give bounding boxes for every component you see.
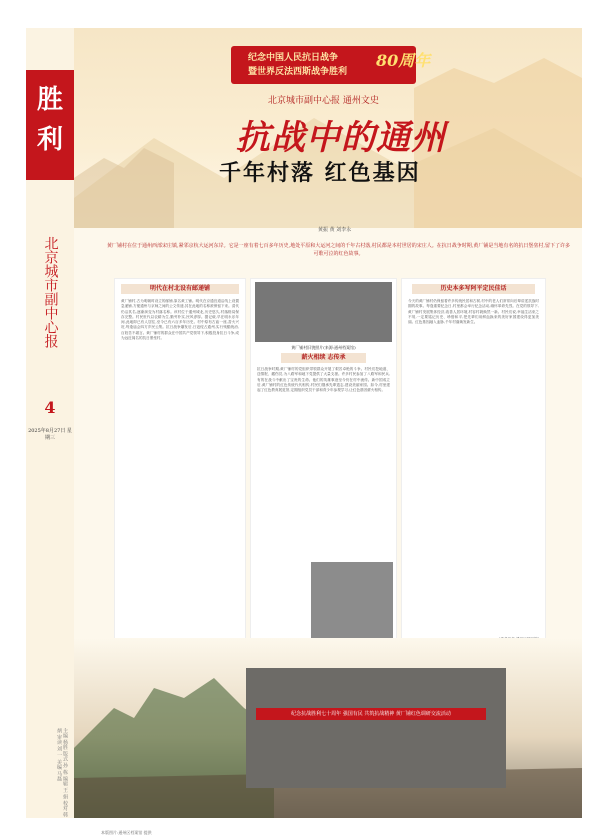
banner-line1: 纪念中国人民抗日战争 <box>248 53 339 63</box>
left-column-heading: 明代在村北设有邮递铺 <box>121 284 239 294</box>
right-column-body: 今天的黄厂铺村仍保留着许多传统民居和古树,村中的老人们常常向后辈讲述抗战时期的故事。每逢重要纪念日,村里都会举行纪念活动,缅怀革命先烈。在党的领导下,黄厂铺村发展集体经济,改善人居环境,村容村貌焕然一新。村民们说,幸福生活来之不易,一定要铭记历史、珍惜和平,把先辈们用鲜血换来的美好家园建设得更加美丽。红色基因融入血脉,千年村落焕发新生。 <box>408 299 539 325</box>
subtitle: 千年村落 红色基因 <box>219 160 421 186</box>
vertical-masthead: 北京城市副中心报 <box>42 236 59 348</box>
headline: 抗战中的通州 <box>236 118 446 158</box>
section-title: 胜 利 <box>36 85 63 155</box>
section-subhead: 北京城市副中心报 通州文史 <box>268 96 379 106</box>
byline: 黄振 黄 刘李永 <box>318 227 352 233</box>
middle-column <box>250 278 397 650</box>
photo-credit: 本版图片:通州区档案馆 提供 <box>101 830 152 835</box>
staff-credits: 主编 杨胜 版式 孙 栋 编辑 王 娟 校对 韩 炳 审读 刘 一 美编 马磊 <box>56 728 68 818</box>
middle-column-heading: 薪火相续 志传承 <box>281 353 366 363</box>
middle-column-body: 抗日战争时期,黄厂铺村的党组织带领群众开展了艰苦卓绝的斗争。村民们挖地道、送情报、藏伤员,为八路军和地下党提供了大量支援。许多村民参加了八路军和民兵,有的在战斗中献出了宝贵的生命。他们的英雄事迹至今仍在村中流传。新中国成立后,黄厂铺村的红色传统代代相传,村民们继承先辈遗志,建设美丽家园。如今,村里建起了红色教育展览馆,定期组织党员干部和青少年参观学习,让红色基因薪火相传。 <box>257 367 390 393</box>
newspaper-page <box>26 28 582 835</box>
right-column-heading: 历史本多写阿平定民佳话 <box>412 284 535 294</box>
left-column-body: 黄厂铺村,古为明朝时设立的邮铺,原名黄工铺。明代在京通官道沿线上设置急递铺,方便通州与京师之间的公文传递,其在此地的名称被保留下来。清代仍沿其名,逐渐演变为村落名称。该村位于通州城北,历史悠久,村落格局保存完整。村民世代以农耕为生,勤劳朴实,民风淳厚。据记载,早在明永乐年间,此地即已有人居住,至今已有六百多年历史。村中原有古庙一座,香火兴旺,每逢庙会四方乡民云集。抗日战争爆发后,日寇侵占通州,实行残酷统治,百姓苦不堪言。黄厂铺村的群众在中国共产党领导下,积极投身抗日斗争,成为远近闻名的抗日堡垒村。 <box>121 299 239 341</box>
page-number: 4 <box>44 398 56 417</box>
banner-number: 80周年 <box>376 51 431 70</box>
issue-date: 2025年8月27日 星期三 <box>28 428 72 441</box>
lead-paragraph: 黄厂铺村在位于通州西部宋庄镇,紧邻京杭大运河东岸。它是一座有着七百多年历史,地处平原和大运河之间的千年古村落,村民都是本村世居的宋庄人。在抗日战争时期,黄厂铺是当地有名的抗日堡垒村,留下了许多可歌可泣的红色故事。 <box>107 243 570 257</box>
left-column <box>114 278 246 650</box>
group-photo <box>246 668 506 788</box>
banner-line2: 暨世界反法西斯战争胜利 <box>248 67 348 77</box>
village-photo <box>255 282 392 342</box>
photo-caption: 黄厂铺村旧貌照片(来源:通州档案馆) <box>291 345 356 350</box>
street-photo <box>311 562 393 642</box>
right-column <box>401 278 546 650</box>
group-photo-banner: 纪念抗战胜利七十周年 强国有民 共筑抗战精神 黄厂铺红色调研交流活动 <box>256 708 486 720</box>
